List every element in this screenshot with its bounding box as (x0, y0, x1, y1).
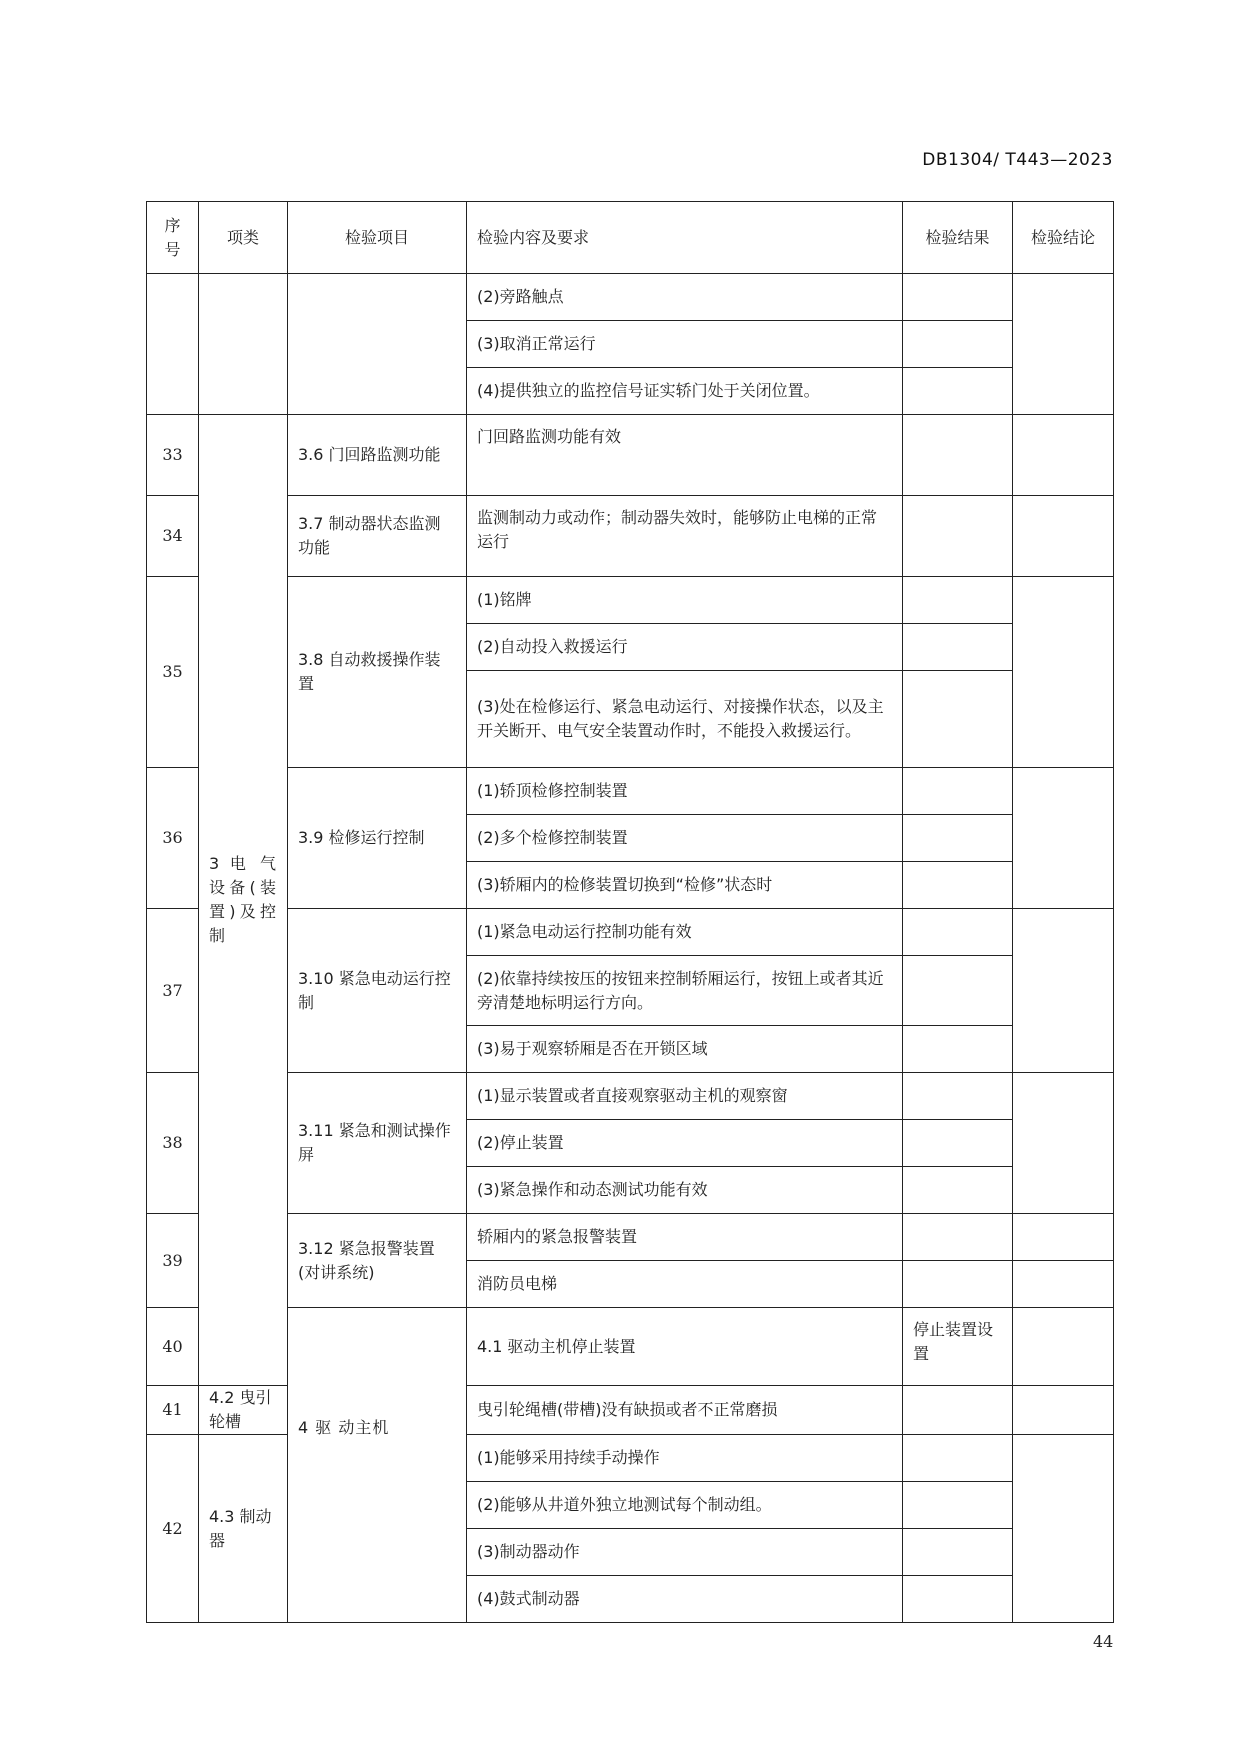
content-cell: 消防员电梯 (467, 1261, 903, 1308)
page-number: 44 (1093, 1632, 1114, 1651)
result-cell[interactable] (903, 496, 1013, 577)
item-cell: 3.8 自动救援操作装置 (288, 577, 467, 768)
result-cell[interactable] (903, 577, 1013, 624)
category-cell: 4 驱 动主机 (288, 1308, 467, 1623)
result-cell[interactable] (903, 815, 1013, 862)
result-cell[interactable] (903, 1026, 1013, 1073)
content-cell: (3)制动器动作 (467, 1529, 903, 1576)
item-cell (288, 274, 467, 415)
table-row (147, 274, 1114, 321)
document-code: DB1304/ T443—2023 (922, 150, 1113, 170)
conclusion-cell[interactable] (1013, 1435, 1114, 1623)
content-cell: (1)显示装置或者直接观察驱动主机的观察窗 (467, 1073, 903, 1120)
conclusion-cell[interactable] (1013, 1073, 1114, 1214)
table-header-row (147, 202, 1114, 274)
content-cell: (2)自动投入救援运行 (467, 624, 903, 671)
result-cell[interactable] (903, 1435, 1013, 1482)
item-cell: 3.10 紧急电动运行控制 (288, 909, 467, 1073)
result-cell[interactable] (903, 1073, 1013, 1120)
item-cell: 3.12 紧急报警装置(对讲系统) (288, 1214, 467, 1308)
content-cell: (1)铭牌 (467, 577, 903, 624)
result-cell[interactable] (903, 1167, 1013, 1214)
content-cell: (2)旁路触点 (467, 274, 903, 321)
table-row (147, 768, 1114, 815)
table-row (147, 909, 1114, 956)
item-cell: 4.1 驱动主机停止装置 (467, 1308, 903, 1386)
result-cell[interactable] (903, 671, 1013, 768)
content-cell: 门回路监测功能有效 (467, 415, 903, 496)
table-row (147, 415, 1114, 496)
result-cell[interactable] (903, 768, 1013, 815)
content-cell: (2)多个检修控制装置 (467, 815, 903, 862)
result-cell[interactable] (903, 956, 1013, 1026)
conclusion-cell[interactable] (1013, 496, 1114, 577)
seq-cell: 36 (147, 768, 199, 909)
result-cell[interactable] (903, 1482, 1013, 1529)
result-cell[interactable] (903, 1386, 1013, 1435)
content-cell: (3)取消正常运行 (467, 321, 903, 368)
content-cell: (1)紧急电动运行控制功能有效 (467, 909, 903, 956)
seq-cell: 34 (147, 496, 199, 577)
seq-cell: 35 (147, 577, 199, 768)
result-cell[interactable] (903, 1120, 1013, 1167)
category-cell: 3 电 气设备(装置)及控制 (199, 415, 288, 1386)
seq-cell (147, 274, 199, 415)
seq-cell: 40 (147, 1308, 199, 1386)
content-cell: (2)停止装置 (467, 1120, 903, 1167)
content-cell: (4)提供独立的监控信号证实轿门处于关闭位置。 (467, 368, 903, 415)
result-cell[interactable] (903, 862, 1013, 909)
content-cell: 轿厢内的紧急报警装置 (467, 1214, 903, 1261)
inspection-table (146, 201, 1114, 1623)
header-seq: 序号 (147, 202, 199, 274)
content-cell: 停止装置设置 (903, 1308, 1013, 1386)
conclusion-cell[interactable] (1013, 909, 1114, 1073)
conclusion-cell[interactable] (1013, 415, 1114, 496)
conclusion-cell[interactable] (1013, 1214, 1114, 1261)
content-cell: (2)依靠持续按压的按钮来控制轿厢运行，按钮上或者其近旁清楚地标明运行方向。 (467, 956, 903, 1026)
result-cell[interactable] (903, 1576, 1013, 1623)
item-cell: 4.2 曳引轮槽 (199, 1386, 288, 1435)
item-cell: 3.11 紧急和测试操作屏 (288, 1073, 467, 1214)
result-cell[interactable] (1013, 1308, 1114, 1386)
table-row (147, 1214, 1114, 1261)
content-cell: (1)轿顶检修控制装置 (467, 768, 903, 815)
result-cell[interactable] (903, 909, 1013, 956)
seq-cell: 33 (147, 415, 199, 496)
result-cell[interactable] (903, 321, 1013, 368)
content-cell: (1)能够采用持续手动操作 (467, 1435, 903, 1482)
header-conclusion: 检验结论 (1013, 202, 1114, 274)
seq-cell: 41 (147, 1386, 199, 1435)
header-result: 检验结果 (903, 202, 1013, 274)
result-cell[interactable] (903, 624, 1013, 671)
item-cell: 3.7 制动器状态监测功能 (288, 496, 467, 577)
item-cell: 3.6 门回路监测功能 (288, 415, 467, 496)
result-cell[interactable] (903, 415, 1013, 496)
content-cell: (3)易于观察轿厢是否在开锁区域 (467, 1026, 903, 1073)
content-cell: (4)鼓式制动器 (467, 1576, 903, 1623)
item-cell: 3.9 检修运行控制 (288, 768, 467, 909)
conclusion-cell[interactable] (1013, 577, 1114, 768)
conclusion-cell[interactable] (1013, 768, 1114, 909)
table-row (147, 577, 1114, 624)
content-cell: 监测制动力或动作；制动器失效时，能够防止电梯的正常运行 (467, 496, 903, 577)
result-cell[interactable] (903, 1529, 1013, 1576)
result-cell[interactable] (903, 274, 1013, 321)
conclusion-cell[interactable] (1013, 1261, 1114, 1308)
content-cell: (2)能够从井道外独立地测试每个制动组。 (467, 1482, 903, 1529)
header-item: 检验项目 (288, 202, 467, 274)
content-cell: (3)轿厢内的检修装置切换到“检修”状态时 (467, 862, 903, 909)
content-cell: (3)紧急操作和动态测试功能有效 (467, 1167, 903, 1214)
seq-cell: 37 (147, 909, 199, 1073)
seq-cell: 39 (147, 1214, 199, 1308)
content-cell: (3)处在检修运行、紧急电动运行、对接操作状态，以及主开关断开、电气安全装置动作时，不能投入救援运行。 (467, 671, 903, 768)
header-content: 检验内容及要求 (467, 202, 903, 274)
item-cell: 4.3 制动器 (199, 1435, 288, 1623)
conclusion-cell[interactable] (1013, 1386, 1114, 1435)
header-category: 项类 (199, 202, 288, 274)
conclusion-cell[interactable] (1013, 274, 1114, 415)
result-cell[interactable] (903, 368, 1013, 415)
table-row (147, 1308, 1114, 1386)
seq-cell: 38 (147, 1073, 199, 1214)
result-cell[interactable] (903, 1261, 1013, 1308)
content-cell: 曳引轮绳槽(带槽)没有缺损或者不正常磨损 (467, 1386, 903, 1435)
result-cell[interactable] (903, 1214, 1013, 1261)
seq-cell: 42 (147, 1435, 199, 1623)
category-cell (199, 274, 288, 415)
table-row (147, 496, 1114, 577)
table-row (147, 1073, 1114, 1120)
